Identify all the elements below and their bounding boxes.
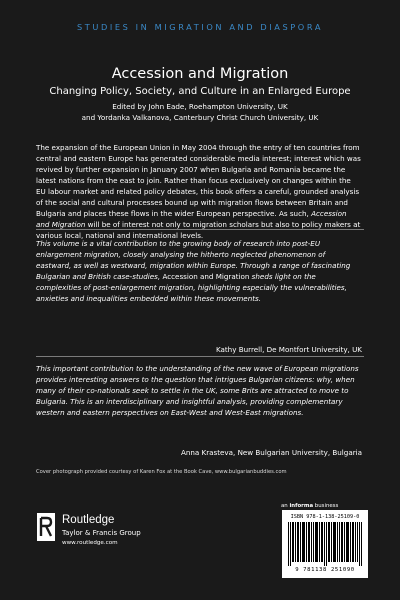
barcode (282, 510, 368, 578)
publisher-group: Taylor & Francis Group (62, 529, 141, 537)
publisher-url: www.routledge.com (62, 540, 118, 546)
quote-author: Kathy Burrell, De Montfort University, UK (215, 345, 362, 354)
informa-prefix: an (281, 503, 290, 509)
blurb-title-italic: Accession and Migration (36, 209, 347, 229)
barcode-digits: 9 781138 251090 (295, 567, 355, 573)
routledge-logo-icon (36, 512, 56, 542)
quote-title-upright: Accession and Migration (162, 272, 250, 281)
editors-line-1: Edited by John Eade, Roehampton University, UK (112, 102, 288, 111)
informa-brand: informa (289, 503, 314, 509)
quote-text-end: sheds light on the complexities of post-enlargement migration, highlighting especially the vulnerabilities, anxieties and inequalities embedded within these movements. (36, 272, 347, 303)
blurb-text-end: will be of interest not only to migration scholars but also to policy makers at various local, national and international levels. (36, 220, 361, 240)
book-subtitle: Changing Policy, Society, and Culture in an Enlarged Europe (49, 86, 351, 97)
endorsement-quote: This important contribution to the understanding of the new wave of European migrations provides interesting answers to the question that intrigues Bulgarian citizens: why, when many of their co-nationals seek to settle in the UK, some Brits are attracted to move to Bulgaria. This is an interdisciplinary and insightful analysis, providing complementary western and eastern perspectives on East-West and West-East migrations. (36, 364, 359, 417)
publisher-name: Routledge (62, 514, 115, 526)
divider (36, 356, 364, 357)
book-title: Accession and Migration (111, 66, 289, 82)
cover-credit: Cover photograph provided courtesy of Karen Fox at the Book Cave, www.bulgarianbuddies.com (36, 469, 287, 475)
barcode-bars-icon (288, 522, 362, 566)
quote-text-start: This volume is a vital contribution to the growing body of research into post-EU enlargement migration, closely analysing the hitherto neglected phenomenon of eastward, as well as westward, migration within Europe. Through a range of fascinating Bulgarian and British case-studies, (36, 239, 351, 281)
isbn-label: ISBN 978-1-138-25109-0 (290, 514, 360, 520)
informa-tagline (281, 503, 338, 509)
endorsement-quote (36, 238, 362, 304)
book-blurb (36, 142, 362, 241)
series-title: STUDIES IN MIGRATION AND DIASPORA (76, 22, 324, 32)
editors-line-2: and Yordanka Valkanova, Canterbury Christ Church University, UK (81, 113, 319, 122)
quote-author: Anna Krasteva, New Bulgarian University, Bulgaria (180, 448, 362, 457)
publisher-logo (36, 512, 236, 572)
informa-suffix: business (313, 503, 339, 509)
editors (0, 101, 400, 123)
blurb-text-start: The expansion of the European Union in May 2004 through the entry of ten countries from central and eastern Europe has generated considerable media interest; interest which was revived by further expansion in January 2007 when Bulgaria and Romania became the latest nations from the east to join. Rather than focus exclusively on changes within the EU labour market and related policy debates, this book offers a careful, grounded analysis of the social and cultural processes bound up with migration flows between Britain and Bulgaria and places these flows in the wider European perspective. As such, (36, 143, 361, 218)
divider (36, 229, 364, 230)
